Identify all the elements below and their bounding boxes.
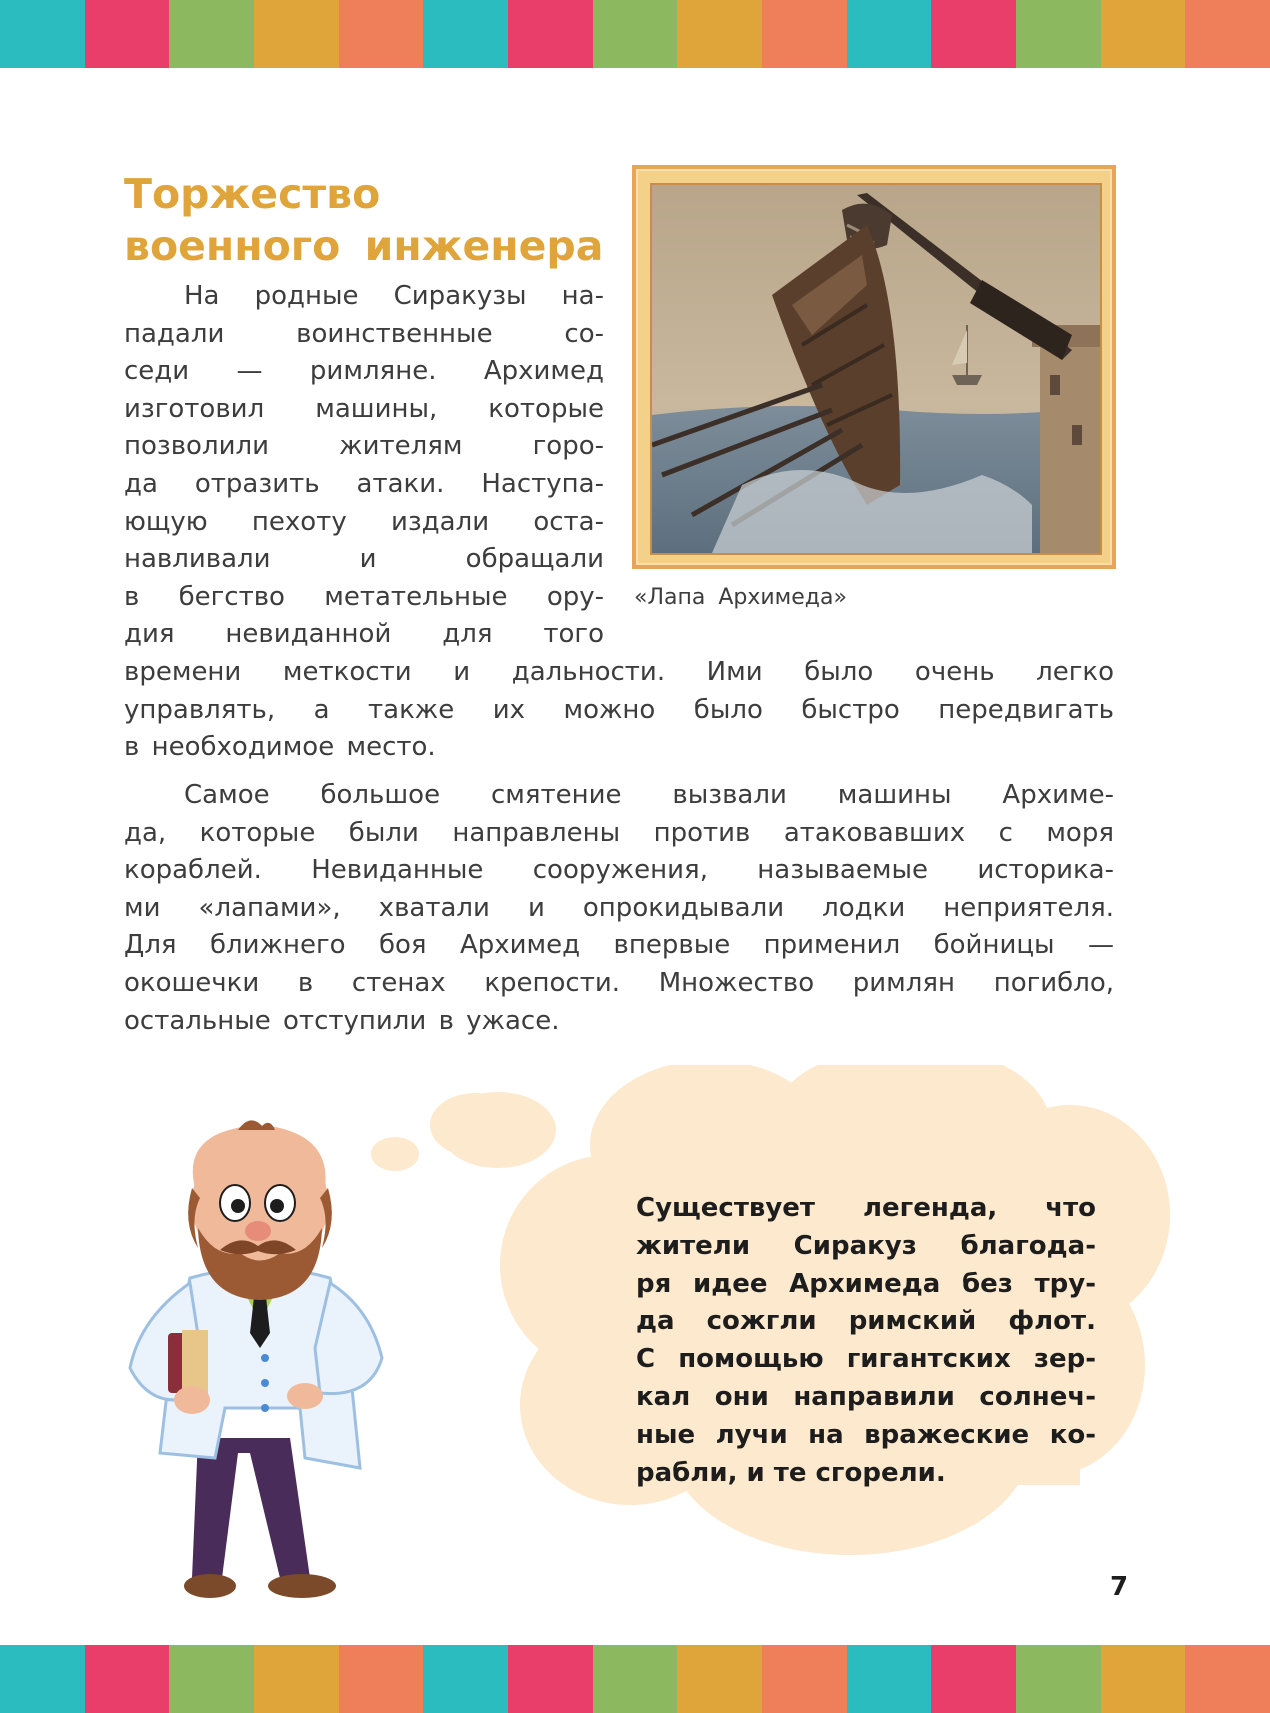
stripe-segment — [1185, 1645, 1270, 1713]
stripe-segment — [677, 1645, 762, 1713]
text-line: изготовил машины, которые — [124, 393, 604, 424]
stripe-segment — [254, 0, 339, 68]
stripe-segment — [169, 1645, 254, 1713]
text-line: в необходимое место. — [124, 732, 436, 763]
text-line: навливали и обращали — [124, 544, 604, 575]
stripe-segment — [1185, 0, 1270, 68]
stripe-segment — [593, 1645, 678, 1713]
text-line: да, которые были направлены против атаковавших с моря — [124, 817, 1114, 848]
text-line: дия невиданной для того — [124, 619, 604, 650]
title-line-2: военного инженера — [124, 222, 604, 270]
stripe-segment — [508, 1645, 593, 1713]
top-color-stripe — [0, 0, 1270, 68]
stripe-segment — [762, 1645, 847, 1713]
scientist-character-icon — [120, 1108, 410, 1618]
thought-dot-medium — [438, 1090, 558, 1170]
image-caption: «Лапа Архимеда» — [634, 585, 847, 610]
bubble-line: ные лучи на вражеские ко- — [636, 1419, 1096, 1450]
title-line-1: Торжество — [124, 170, 381, 218]
stripe-segment — [0, 0, 85, 68]
text-line: На родные Сиракузы на- — [184, 281, 604, 311]
bubble-line: Существует легенда, что — [636, 1193, 1096, 1223]
stripe-segment — [1016, 0, 1101, 68]
stripe-segment — [339, 0, 424, 68]
bubble-line: жители Сиракуз благода- — [636, 1230, 1096, 1261]
stripe-segment — [593, 0, 678, 68]
stripe-segment — [0, 1645, 85, 1713]
text-line: падали воинственные со- — [124, 318, 604, 349]
bottom-color-stripe — [0, 1645, 1270, 1713]
text-line: времени меткости и дальности. Ими было очень легко — [124, 656, 1114, 687]
bubble-line: рабли, и те сгорели. — [636, 1457, 946, 1488]
bubble-line: С помощью гигантских зер- — [636, 1344, 1096, 1375]
stripe-segment — [85, 0, 170, 68]
stripe-segment — [677, 0, 762, 68]
stripe-segment — [85, 1645, 170, 1713]
section-title — [124, 168, 624, 272]
bubble-line: да сожгли римский флот. — [636, 1306, 1096, 1337]
page-number: 7 — [1110, 1572, 1129, 1602]
stripe-segment — [1101, 0, 1186, 68]
stripe-segment — [169, 0, 254, 68]
stripe-segment — [762, 0, 847, 68]
bubble-line: кал они направили солнеч- — [636, 1381, 1096, 1412]
text-line: позволили жителям горо- — [124, 431, 604, 462]
stripe-segment — [1101, 1645, 1186, 1713]
legend-text — [636, 1190, 1096, 1492]
text-line: седи — римляне. Архимед — [124, 356, 604, 387]
painting-frame — [632, 165, 1116, 569]
stripe-segment — [423, 0, 508, 68]
text-line: Для ближнего боя Архимед впервые применил бойницы — — [124, 930, 1114, 961]
stripe-segment — [931, 1645, 1016, 1713]
text-line: Самое большое смятение вызвали машины Архиме- — [184, 780, 1114, 810]
text-line: управлять, а также их можно было быстро передвигать — [124, 694, 1114, 725]
text-line: остальные отступили в ужасе. — [124, 1005, 560, 1036]
stripe-segment — [254, 1645, 339, 1713]
text-line: ми «лапами», хватали и опрокидывали лодки неприятеля. — [124, 892, 1114, 923]
stripe-segment — [508, 0, 593, 68]
stripe-segment — [847, 0, 932, 68]
text-line: да отразить атаки. Наступа- — [124, 468, 604, 499]
bubble-line: ря идее Архимеда без тру- — [636, 1268, 1096, 1299]
stripe-segment — [1016, 1645, 1101, 1713]
stripe-segment — [931, 0, 1016, 68]
text-line: ющую пехоту издали оста- — [124, 506, 604, 537]
stripe-segment — [339, 1645, 424, 1713]
stripe-segment — [847, 1645, 932, 1713]
text-line: окошечки в стенах крепости. Множество римлян погибло, — [124, 967, 1114, 998]
archimedes-claw-painting-icon — [650, 183, 1102, 555]
paragraph-2 — [124, 777, 1124, 1040]
text-line: в бегство метательные ору- — [124, 581, 604, 612]
text-line: кораблей. Невиданные сооружения, называемые историка- — [124, 855, 1114, 886]
stripe-segment — [423, 1645, 508, 1713]
